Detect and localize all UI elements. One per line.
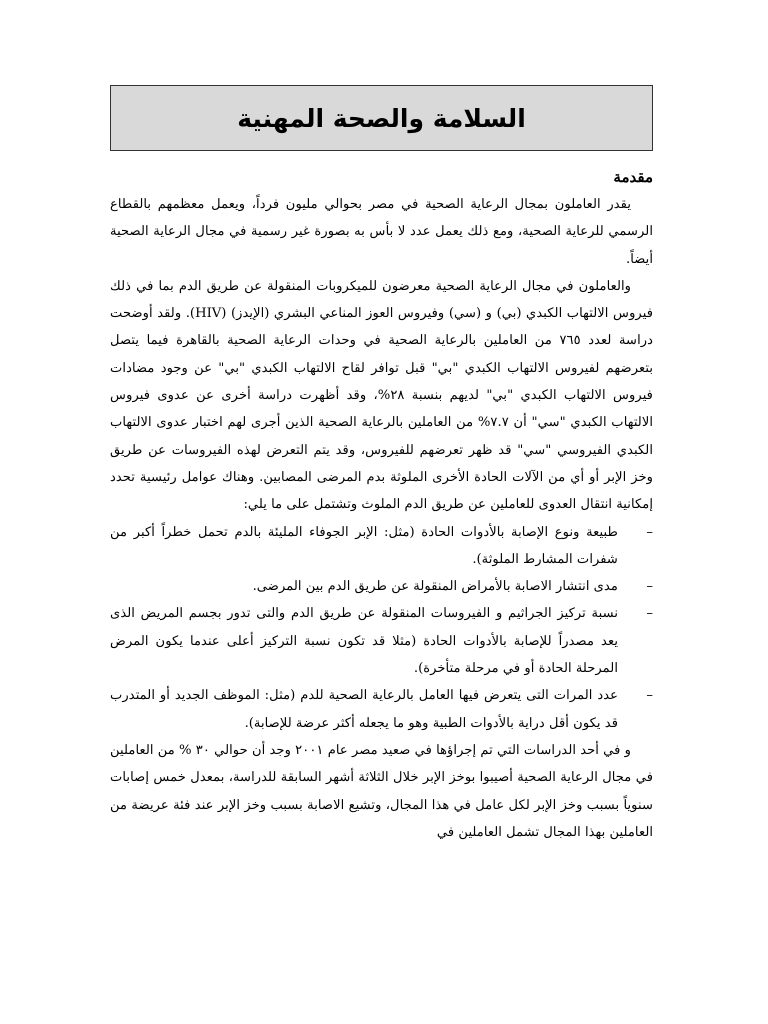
list-item [110, 573, 653, 600]
page-title: السلامة والصحة المهنية [237, 103, 526, 133]
list-item [110, 682, 653, 737]
list-item [110, 519, 653, 574]
list-item [110, 600, 653, 682]
list-item-text: نسبة تركيز الجراثيم و الفيروسات المنقولة عن طريق الدم والتى تدور بجسم المريض الذى يعد مصدراً للإصابة بالأدوات الحادة (مثلا قد تكون نسبة التركيز أعلى عندما يكون المرض المرحلة الحادة أو في مرحلة متأخرة). [110, 606, 618, 677]
paragraph-intro: يقدر العاملون بمجال الرعاية الصحية في مصر بحوالي مليون فرداً، ويعمل معظمهم بالقطاع الرسمي للرعاية الصحية، ومع ذلك يعمل عدد لا بأس به بصورة غير رسمية في مجال الرعاية الصحية أيضاً. [110, 197, 653, 267]
title-box [110, 85, 653, 151]
paragraph-exposure: والعاملون في مجال الرعاية الصحية معرضون للميكروبات المنقولة عن طريق الدم بما في ذلك فيروس الالتهاب الكبدي (بي) و (سي) وفيروس العوز المناعي البشري (الإيدز) (HIV). ولقد أوضحت دراسة لعدد ٧٦٥ من العاملين بالرعاية الصحية في وحدات الرعاية الصحية بالقاهرة فيما يتصل بتعرضهم لفيروس الالتهاب الكبدي "بي" قبل توافر لقاح الالتهاب الكبدي "بي" عن وجود مضادات فيروس الالتهاب الكبدي "بي" لديهم بنسبة ٢٨%، وقد أظهرت دراسة أخرى عن عدوى فيروس الالتهاب الكبدي "سي" أن ٧.٧% من العاملين بالرعاية الصحية الذين أجرى لهم اختبار عدوى الالتهاب الكبدي الفيروسي "سي" قد ظهر تعرضهم للفيروس، وقد يتم التعرض لهذه الفيروسات عن طريق وخز الإبر أو أي من الآلات الحادة الأخرى الملوثة بدم المرضى المصابين. وهناك عوامل رئيسية تحدد إمكانية انتقال العدوى للعاملين عن طريق الدم الملوث وتشتمل على ما يلي: [110, 278, 654, 513]
list-item-text: عدد المرات التى يتعرض فيها العامل بالرعاية الصحية للدم (مثل: الموظف الجديد أو المتدرب قد يكون أقل دراية بالأدوات الطبية وهو ما يجعله أكثر عرضة للإصابة). [110, 688, 618, 731]
list-item-text: مدى انتشار الاصابة بالأمراض المنقولة عن طريق الدم بين المرضى. [252, 579, 618, 595]
list-item-text: طبيعة ونوع الإصابة بالأدوات الحادة (مثل: الإبر الجوفاء المليئة بالدم تحمل خطراً أكبر من شفرات المشارط الملوثة). [110, 524, 618, 567]
document-page [110, 0, 655, 1024]
section-heading: مقدمة [613, 168, 653, 186]
bullet-marker: – [646, 524, 653, 540]
bullet-marker: – [646, 579, 653, 595]
paragraph-closing: و في أحد الدراسات التي تم إجراؤها في صعيد مصر عام ٢٠٠١ وجد أن حوالي ٣٠ % من العاملين في مجال الرعاية الصحية أصيبوا بوخز الإبر خلال الثلاثة أشهر السابقة للدراسة، بمعدل خمس إصابات سنوياً بسبب وخز الإبر لكل عامل في هذا المجال، وتشيع الاصابة بسبب وخز الإبر عند فئة عريضة من العاملين بهذا المجال تشمل العاملين في [110, 742, 653, 840]
risk-factors-list [110, 519, 653, 737]
document-body [110, 164, 653, 846]
bullet-marker: – [646, 688, 653, 704]
bullet-marker: – [646, 606, 653, 622]
